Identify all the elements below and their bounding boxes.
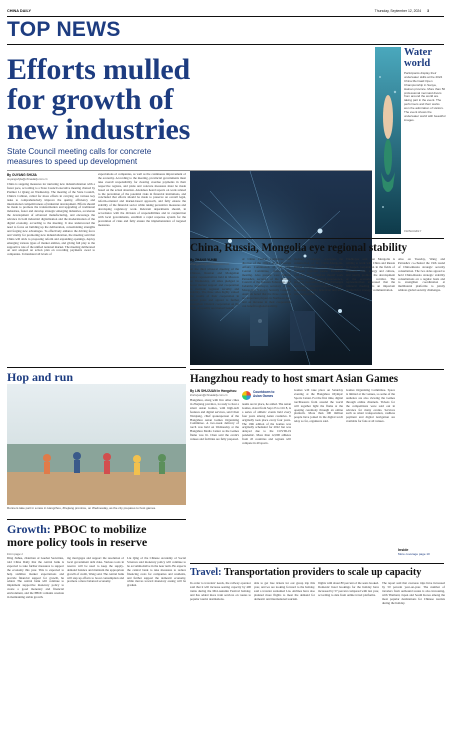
asian-games-logo-icon	[242, 391, 251, 400]
growth-from-page: From page 1	[7, 552, 23, 556]
hangzhou-column-2: teams are in place, he added. The Asian Games, slated from Sept 23 to Oct 8, is a series of athletic events held every four years among Asian countries. It originally took place every four years. The 19th edition of the Games was originally scheduled for 2022 but was delayed due to the COVID-19 pandemic. More than 12,000 athletes from 45 countries and regions will compete in 40 sports.	[242, 403, 291, 446]
date-line	[375, 9, 429, 13]
hangzhou-headline: Hangzhou ready to host smart Asian Games	[190, 373, 399, 385]
growth-headline-line-2: more policy tools in reserve	[7, 535, 148, 549]
countdown-badge	[242, 389, 291, 401]
hop-photo-art	[7, 384, 186, 505]
water-title	[404, 47, 446, 69]
travel-column-3: flights with about 80 percent of the seats booked. Domestic hotel bookings for the holiday have increased by 57 percent compared with last year, according to data from online travel platforms.	[318, 582, 379, 597]
date-text: Thursday, September 12, 2024	[374, 9, 422, 13]
water-title-line-2: world	[404, 58, 431, 69]
hangzhou-byline-block	[190, 389, 250, 397]
masthead-logo	[7, 9, 47, 14]
travel-rule	[190, 563, 444, 564]
growth-column-3: Liu Qing of the Chinese Academy of Social Sciences said monetary policy will continue to be accommodative in the near term. He expects the central bank to take measures to reduce financing costs for companies and residents, and further support the domestic economy, while moves toward monetary easing will be gradual.	[127, 557, 186, 588]
section-rule	[7, 44, 444, 45]
countdown-label-2: Asian Games	[253, 394, 274, 398]
cmr-headline: China, Russia, Mongolia eye regional stability	[190, 242, 408, 254]
cmr-column-4: Enkhbayar said that Mongolia is willing to work with China and Russia to deepen cooperation in the fields of economy, trade, energy and culture, and jointly promote the development of the economic corridor. The representatives expressed that the trilateral meeting is an important platform for strategic communication.	[346, 258, 395, 293]
hop-rule	[7, 367, 186, 368]
cmr-byline-block	[190, 258, 250, 266]
cmr-column-2: of China Central Committee and director of the Office of the Foreign Affairs Commission of the CPC Central Committee, attended the meeting. Also present were Nikolai Patrushev, secretary of the Security Council of the Russian Federation, and Jadamba Enkhbayar, secretary of the Mongolian National Security Council. Analysts noted that the three countries are important players in Northeast Asia and an increase in their cooperation can benefit regional stability.	[242, 258, 291, 308]
countdown-label-1: Countdown to	[253, 390, 275, 395]
water-photo-art	[375, 47, 401, 234]
travel-headline	[190, 567, 446, 579]
paper-name: CHINA DAILY	[7, 9, 31, 13]
lead-byline: By OUYANG SHIJIA	[7, 173, 37, 177]
lead-column-2: expectations of companies, as well as the continuous improvement of the economy. According to the meeting, provincial governments must take overall responsibility for clearing overdue payments in their respective regions, and plans and concrete measures must be made based on the actual situation. Attendees heard reports on work related to the prevention of the potential risks in financial institutions, and concluded that efforts should be made to preserve an overall legal, reform-oriented and market-based approach, and fully ensure the stability of the financial sector while taking preventive measures and developing regulatory work. Relevant departments should, in accordance with the division of responsibilities and in conjunction with local governments, establish a rapid response system for the prevention of risks and fully ensure the implementation of targeted measures.	[98, 173, 186, 227]
travel-headline-text: Transportation providers to scale up capacity	[223, 567, 422, 578]
lead-column-1: China is stepping measures for nurturing new industrialization with a faster pace, according to a State Council executive meeting chaired by Premier Li Qiang on Wednesday. The meeting of the State Council, China's Cabinet, called for more efforts in carrying out various key tasks to comprehensively improve the quality, efficiency and international competitiveness of industrial development. Efforts should be made to promote the transformation and upgrading of traditional industries, foster and develop strategic emerging industries, accelerate the development of advanced manufacturing, and encourage the advance in both industrial digitalization and the modernization of the digital economy, according to the meeting. It also underscored the need to focus on building up the deliberation, consolidating strengths and forging new advantages. To effectively enhance the driving force and vitality for promoting new industrialization, the meeting said that China will stick to proposing reform and expanding openings, deploy emerging various types of market entities, and giving full play to the supportive role of the unified national market. The meeting deliberated on and adopted an action plan on recording payments owed to companies. It mandated all levels of	[7, 183, 95, 257]
cmr-column-1: At the third trilateral meeting of the Chinese, Russian and Mongolian senior representatives held in Moscow on Wednesday, all sides pledged to boost mutual support and cooperation to maintain regional security and stability. The three sides highly valued the results of their cooperation in recent years and agreed to further strengthen trilateral cooperation on the basis of equality and mutual benefit.	[190, 268, 239, 311]
section-title-text: TOP NEWS	[7, 18, 121, 41]
hangzhou-rule	[190, 369, 444, 370]
water-photo	[375, 47, 401, 234]
cmr-rule	[190, 238, 444, 239]
hangzhou-column-1: Hangzhou, along with five other cities in Zhejiang province, is ready to host a smart Asian Games, with high-tech features and digital services, said Chen Weiqiang, chief spokesperson of the Hangzhou Asian Games Organizing Committee. A two-week delivery of torch was held on Wednesday at the Hangzhou Media Center as the Games flame was lit. Chen said the event's venues and facilities are fully prepared.	[190, 399, 239, 442]
hop-title	[7, 370, 73, 385]
growth-headline-line-1: PBOC to mobilize	[53, 522, 147, 536]
cmr-column-5: Also on Tuesday, Wang and Patrushev co-chaired the 19th round of China-Russia strategic security consultation. The two sides agreed to hold China-Russia strategic stability consultations on a regular basis and to strengthen coordination at multilateral platforms to jointly address global security challenges.	[398, 258, 445, 293]
lead-deck	[7, 147, 372, 167]
lead-deck-line-2: measures to speed up development	[7, 157, 138, 166]
travel-column-1: In order to travelers' needs, the railway operator said that it will increase seating capacity by 400 trains during the Mid-Autumn Festival holiday, and has added more train services on routes to popular tourist destinations.	[190, 582, 251, 601]
lead-headline	[7, 55, 372, 145]
hangzhou-column-4: Games Organizing Committee. Space is limited at the venues, so some of the audience are also viewing the Games through online channels. Tickets for the competitions were sold out in advance for many events. Services such as smart transportation, cashless payment and digital navigation are available for fans at all venues.	[346, 389, 395, 424]
growth-kicker: Growth:	[7, 522, 51, 536]
water-caption: Participants display their underwater skills at the 2024 China Mermaid Open Championship in Sanya, Hainan province. More than 50 professional mermaid divers from around the world are taking part in the event. The performers and their works won the admiration of visitors. The event shows the underwater world with beautiful images.	[404, 72, 446, 122]
hop-photo	[7, 384, 186, 505]
growth-rule	[7, 519, 186, 520]
cmr-email: zhangyunbi@chinadaily.com.cn	[190, 262, 230, 266]
growth-column-1: Ding Jiahua, chairman of Guohai Securities, told China Daily that the central bank is expected to take further measures to support the economy this year. This is expected to help stabilize market expectations and provide financial support for growth, he added. The central bank will continue to implement supportive monetary policy to create a good monetary and financial environment, and the PBOC remains resolute in maintaining stable growth.	[7, 557, 64, 600]
lead-headline-line-2: for growth of	[7, 83, 174, 116]
hangzhou-more-link[interactable]: More coverage page 10	[398, 552, 430, 556]
hop-caption: Runners take part in a race in Hangzhou, Zhejiang province, on Wednesday, as the city prepares to host games.	[7, 506, 156, 510]
lead-headline-line-3: new industries	[7, 113, 191, 146]
cmr-column-3: mentary advantages, accelerate the construction of the China-Mongolia-Russia economic corridor and jointly maintain regional peace. Patrushev said the three countries should work together to resist external interference, properly deal with emerging challenges and jointly safeguard regional security, achieving mutually beneficial and win-win development.	[294, 258, 343, 297]
lead-headline-line-1: Efforts mulled	[7, 53, 191, 86]
page-number: 3	[427, 9, 429, 13]
lead-email: ouyangshijia@chinadaily.com.cn	[7, 177, 48, 181]
lead-byline-block	[7, 173, 97, 181]
travel-column-4: The report said that overseas trips have increased by 50 percent year-on-year. The number of travelers from outbound routes is also increasing, with Thailand, Japan and South Korea among the most popular destinations for Chinese tourists during the holiday.	[382, 582, 445, 605]
water-credit: CHINA DAILY	[404, 229, 422, 233]
masthead-rule	[7, 16, 444, 17]
hop-title-text: Hop and run	[7, 370, 74, 384]
growth-column-2: ing mortgages and support the resolution of local government debt risks. Various tools in reserve will be used to keep the supply-demand balance and maintain the appropriate growth of credit, Wang said. The central bank will step up efforts to boost consumption and promote a more balanced economy.	[67, 557, 124, 584]
travel-kicker: Travel:	[190, 567, 222, 578]
cmr-byline: By ZHANG YUNBI	[190, 258, 218, 262]
lead-deck-line-1: State Council meeting calls for concrete	[7, 147, 152, 156]
hangzhou-more-label: Inside	[398, 548, 409, 552]
hangzhou-more[interactable]	[398, 548, 445, 556]
growth-headline	[7, 523, 186, 549]
travel-column-2: able to get free tickets for our group trip this year, and we are looking forward to the holiday, said a traveler surnamed Liu. Airlines have also planned more flights to meet the demand for domestic and international tourism.	[254, 582, 315, 601]
water-title-line-1: Water	[404, 47, 432, 58]
hangzhou-byline: By LIN SHUJUAN in Hangzhou	[190, 389, 237, 393]
section-title	[7, 18, 121, 41]
hangzhou-column-3: Games will take place on Saturday evening at the Hangzhou Olympic Sports Center. For the first time, digital torchbearers from around the world will together light the flame at the opening ceremony through an online platform. More than 100 million people have joined in the digital torch relay so far, organizers said.	[294, 389, 343, 424]
hangzhou-email: linshujuan@chinadaily.com.cn	[190, 393, 228, 397]
